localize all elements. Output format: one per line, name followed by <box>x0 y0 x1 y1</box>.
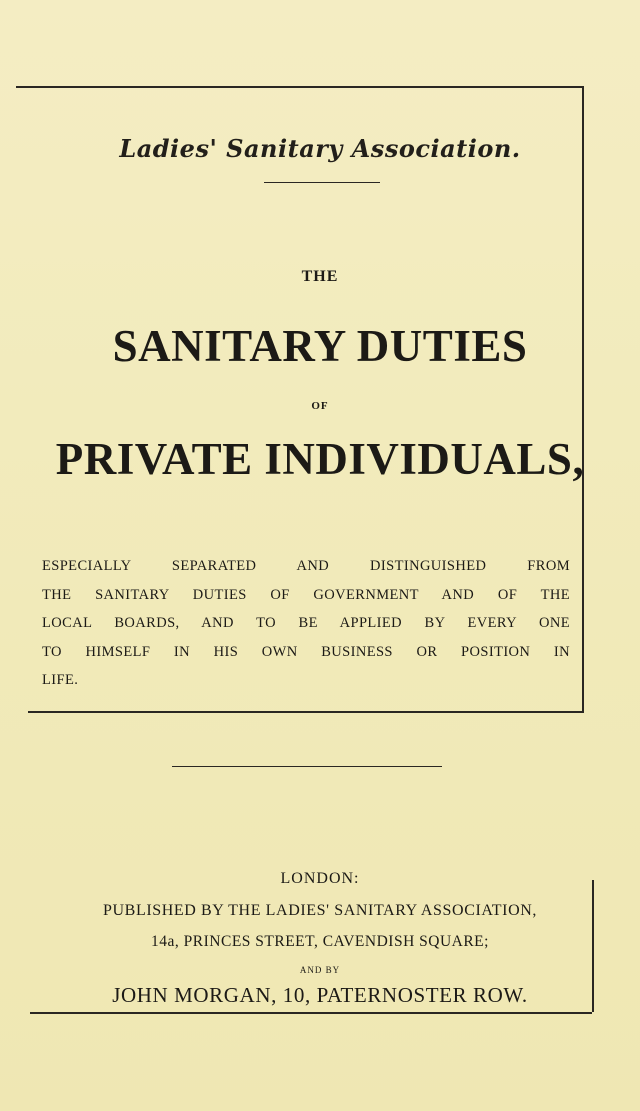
title-of: OF <box>311 400 329 412</box>
description-line: LIFE. <box>42 672 79 688</box>
frame-right-rule-lower <box>592 880 594 1012</box>
frame-bottom-rule <box>28 711 584 713</box>
frame-right-rule <box>582 86 584 713</box>
description-line: LOCAL BOARDS, AND TO BE APPLIED BY EVERY ONE <box>42 615 570 631</box>
society-name: Ladies' Sanitary Association. <box>119 134 521 163</box>
imprint-address: 14a, PRINCES STREET, CAVENDISH SQUARE; <box>151 933 489 950</box>
title-line-1: SANITARY DUTIES <box>112 321 528 371</box>
frame-bottom-rule-lower <box>30 1012 592 1014</box>
title-article: THE <box>301 268 339 285</box>
imprint-and-by: AND BY <box>299 965 341 975</box>
description-line: THE SANITARY DUTIES OF GOVERNMENT AND OF THE <box>42 586 570 603</box>
subtitle-description <box>42 552 570 695</box>
description-line: TO HIMSELF IN HIS OWN BUSINESS OR POSITION IN <box>42 643 570 660</box>
imprint-publisher: JOHN MORGAN, 10, PATERNOSTER ROW. <box>112 983 528 1007</box>
divider-rule <box>264 182 380 183</box>
divider-rule <box>172 766 442 767</box>
imprint-city: LONDON: <box>280 870 360 887</box>
description-line: ESPECIALLY SEPARATED AND DISTINGUISHED FROM <box>42 558 570 574</box>
frame-top-rule <box>16 86 582 88</box>
imprint-published-by: PUBLISHED BY THE LADIES' SANITARY ASSOCIATION, <box>103 902 537 919</box>
title-line-2: PRIVATE INDIVIDUALS, <box>55 434 585 484</box>
